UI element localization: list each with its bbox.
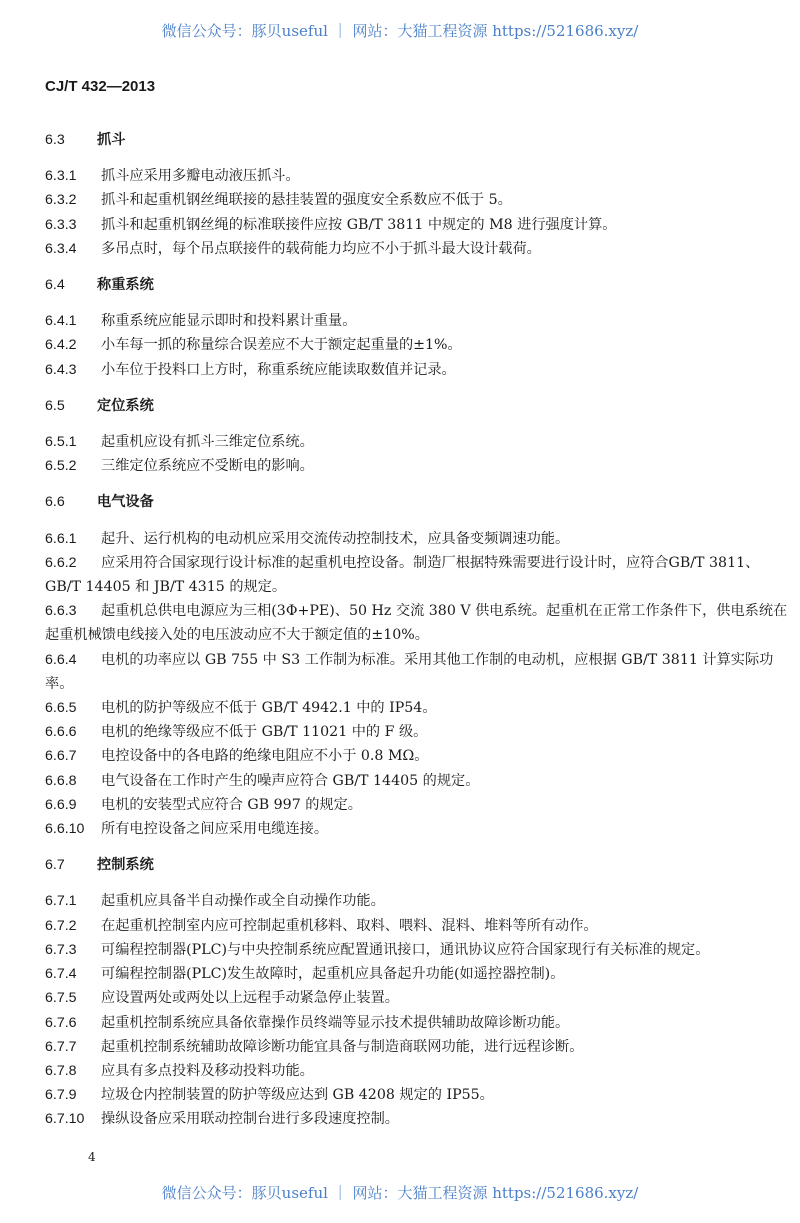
clause bbox=[45, 1059, 791, 1083]
clause-text: 起重机应设有抓斗三维定位系统。 bbox=[101, 434, 314, 451]
clause-text: 在起重机控制室内应可控制起重机移料、取料、喂料、混料、堆料等所有动作。 bbox=[101, 917, 598, 934]
document-body bbox=[45, 128, 791, 1144]
page-number: 4 bbox=[88, 1150, 96, 1164]
section-number: 6.4 bbox=[45, 277, 65, 294]
clause bbox=[45, 1083, 791, 1107]
clause bbox=[45, 213, 791, 237]
clause bbox=[45, 769, 791, 793]
clause-number: 6.3.3 bbox=[45, 216, 77, 233]
clause-text: 电机的绝缘等级应不低于 GB/T 11021 中的 F 级。 bbox=[101, 724, 428, 741]
section-number: 6.7 bbox=[45, 857, 65, 874]
section-6.5 bbox=[45, 394, 791, 479]
clause-number: 6.5.1 bbox=[45, 434, 77, 451]
section-6.4 bbox=[45, 273, 791, 382]
clause-text: 起重机应具备半自动操作或全自动操作功能。 bbox=[101, 893, 385, 910]
clause-number: 6.3.2 bbox=[45, 192, 77, 209]
clause bbox=[45, 817, 791, 841]
clause bbox=[45, 648, 791, 696]
clause-number: 6.4.2 bbox=[45, 337, 77, 354]
clause-number: 6.6.7 bbox=[45, 748, 77, 765]
clause-text: 电气设备在工作时产生的噪声应符合 GB/T 14405 的规定。 bbox=[101, 772, 480, 789]
clause-text: 起重机控制系统辅助故障诊断功能宜具备与制造商联网功能，进行远程诊断。 bbox=[101, 1038, 584, 1055]
clause-text: 操纵设备应采用联动控制台进行多段速度控制。 bbox=[101, 1111, 399, 1128]
section-title: 电气设备 bbox=[97, 494, 154, 511]
clause bbox=[45, 1035, 791, 1059]
clause-text: 起重机总供电电源应为三相(3Φ+PE)、50 Hz 交流 380 V 供电系统。起重机在正常工作条件下，供电系统在起重机械馈电线接入处的电压波动应不大于额定值的±10%。 bbox=[45, 603, 788, 644]
clause bbox=[45, 962, 791, 986]
clause bbox=[45, 237, 791, 261]
clause-text: 起升、运行机构的电动机应采用交流传动控制技术，应具备变频调速功能。 bbox=[101, 530, 570, 547]
clause-number: 6.7.1 bbox=[45, 893, 77, 910]
clause-number: 6.6.5 bbox=[45, 700, 77, 717]
watermark-bottom: 微信公众号：豚贝useful ｜ 网站：大猫工程资源 https://521686.xyz/ bbox=[161, 1184, 639, 1202]
clause-text: 抓斗和起重机钢丝绳联接的悬挂装置的强度安全系数应不低于 5。 bbox=[101, 192, 512, 209]
clause-text: 称重系统应能显示即时和投料累计重量。 bbox=[101, 313, 357, 330]
clause-text: 抓斗和起重机钢丝绳的标准联接件应按 GB/T 3811 中规定的 M8 进行强度计算。 bbox=[101, 216, 617, 233]
clause-number: 6.7.6 bbox=[45, 1014, 77, 1031]
clause-number: 6.6.3 bbox=[45, 603, 77, 620]
clause-text: 三维定位系统应不受断电的影响。 bbox=[101, 458, 314, 475]
clause-text: 小车位于投料口上方时，称重系统应能读取数值并记录。 bbox=[101, 361, 456, 378]
clause-text: 电机的安装型式应符合 GB 997 的规定。 bbox=[101, 796, 362, 813]
clause-number: 6.7.2 bbox=[45, 917, 77, 934]
clause bbox=[45, 696, 791, 720]
clause-number: 6.7.3 bbox=[45, 941, 77, 958]
section-6.7 bbox=[45, 853, 791, 1131]
section-title: 控制系统 bbox=[97, 857, 154, 874]
clause-number: 6.6.9 bbox=[45, 796, 77, 813]
section-6.6 bbox=[45, 490, 791, 841]
clause bbox=[45, 358, 791, 382]
clause bbox=[45, 599, 791, 647]
section-6.3 bbox=[45, 128, 791, 261]
section-number: 6.6 bbox=[45, 494, 65, 511]
clause-text: 可编程控制器(PLC)发生故障时，起重机应具备起升功能(如遥控器控制)。 bbox=[101, 966, 565, 983]
clause-number: 6.3.1 bbox=[45, 168, 77, 185]
clause-text: 多吊点时，每个吊点联接件的载荷能力均应不小于抓斗最大设计载荷。 bbox=[101, 240, 541, 257]
clause-text: 应设置两处或两处以上远程手动紧急停止装置。 bbox=[101, 990, 399, 1007]
clause-text: 应具有多点投料及移动投料功能。 bbox=[101, 1062, 314, 1079]
clause bbox=[45, 744, 791, 768]
clause bbox=[45, 551, 791, 599]
clause-text: 可编程控制器(PLC)与中央控制系统应配置通讯接口，通讯协议应符合国家现行有关标准的规定。 bbox=[101, 941, 710, 958]
clause bbox=[45, 1107, 791, 1131]
clause bbox=[45, 333, 791, 357]
section-title: 称重系统 bbox=[97, 277, 154, 294]
clause-number: 6.6.4 bbox=[45, 651, 77, 668]
clause-text: 抓斗应采用多瓣电动液压抓斗。 bbox=[101, 168, 300, 185]
clause bbox=[45, 454, 791, 478]
clause bbox=[45, 914, 791, 938]
section-heading bbox=[45, 273, 791, 297]
clause-text: 电机的防护等级应不低于 GB/T 4942.1 中的 IP54。 bbox=[101, 700, 437, 717]
clause-number: 6.4.1 bbox=[45, 313, 77, 330]
section-heading bbox=[45, 128, 791, 152]
clause bbox=[45, 164, 791, 188]
watermark-top: 微信公众号：豚贝useful ｜ 网站：大猫工程资源 https://521686.xyz/ bbox=[161, 22, 639, 40]
clause-number: 6.6.8 bbox=[45, 772, 77, 789]
clause bbox=[45, 188, 791, 212]
clause bbox=[45, 720, 791, 744]
clause bbox=[45, 938, 791, 962]
clause-number: 6.6.6 bbox=[45, 724, 77, 741]
section-heading bbox=[45, 853, 791, 877]
clause-text: 电机的功率应以 GB 755 中 S3 工作制为标准。采用其他工作制的电动机，应根据 GB/T 3811 计算实际功率。 bbox=[45, 651, 774, 692]
clause-number: 6.4.3 bbox=[45, 361, 77, 378]
clause bbox=[45, 527, 791, 551]
clause-number: 6.7.4 bbox=[45, 966, 77, 983]
clause bbox=[45, 430, 791, 454]
clause-number: 6.7.10 bbox=[45, 1111, 85, 1128]
clause-text: 所有电控设备之间应采用电缆连接。 bbox=[101, 821, 329, 838]
clause-number: 6.3.4 bbox=[45, 240, 77, 257]
clause bbox=[45, 793, 791, 817]
clause bbox=[45, 986, 791, 1010]
clause-number: 6.7.9 bbox=[45, 1087, 77, 1104]
clause-number: 6.7.7 bbox=[45, 1038, 77, 1055]
section-title: 定位系统 bbox=[97, 397, 154, 414]
clause bbox=[45, 1011, 791, 1035]
clause-number: 6.6.1 bbox=[45, 530, 77, 547]
section-number: 6.3 bbox=[45, 132, 65, 148]
clause-text: 起重机控制系统应具备依靠操作员终端等显示技术提供辅助故障诊断功能。 bbox=[101, 1014, 570, 1031]
clause-number: 6.6.2 bbox=[45, 554, 77, 571]
clause-text: 应采用符合国家现行设计标准的起重机电控设备。制造厂根据特殊需要进行设计时，应符合GB/T 3811、GB/T 14405 和 JB/T 4315 的规定。 bbox=[45, 554, 760, 596]
section-heading bbox=[45, 394, 791, 418]
clause bbox=[45, 889, 791, 913]
clause-number: 6.5.2 bbox=[45, 458, 77, 475]
clause-number: 6.6.10 bbox=[45, 821, 85, 838]
clause-text: 小车每一抓的称量综合误差应不大于额定起重量的±1%。 bbox=[101, 337, 462, 354]
clause bbox=[45, 309, 791, 333]
section-heading bbox=[45, 490, 791, 514]
clause-number: 6.7.5 bbox=[45, 990, 77, 1007]
clause-number: 6.7.8 bbox=[45, 1062, 77, 1079]
clause-text: 电控设备中的各电路的绝缘电阻应不小于 0.8 MΩ。 bbox=[101, 748, 429, 765]
clause-text: 垃圾仓内控制装置的防护等级应达到 GB 4208 规定的 IP55。 bbox=[101, 1087, 494, 1104]
section-number: 6.5 bbox=[45, 397, 65, 414]
standard-number: CJ/T 432—2013 bbox=[45, 78, 156, 95]
section-title: 抓斗 bbox=[97, 132, 126, 148]
